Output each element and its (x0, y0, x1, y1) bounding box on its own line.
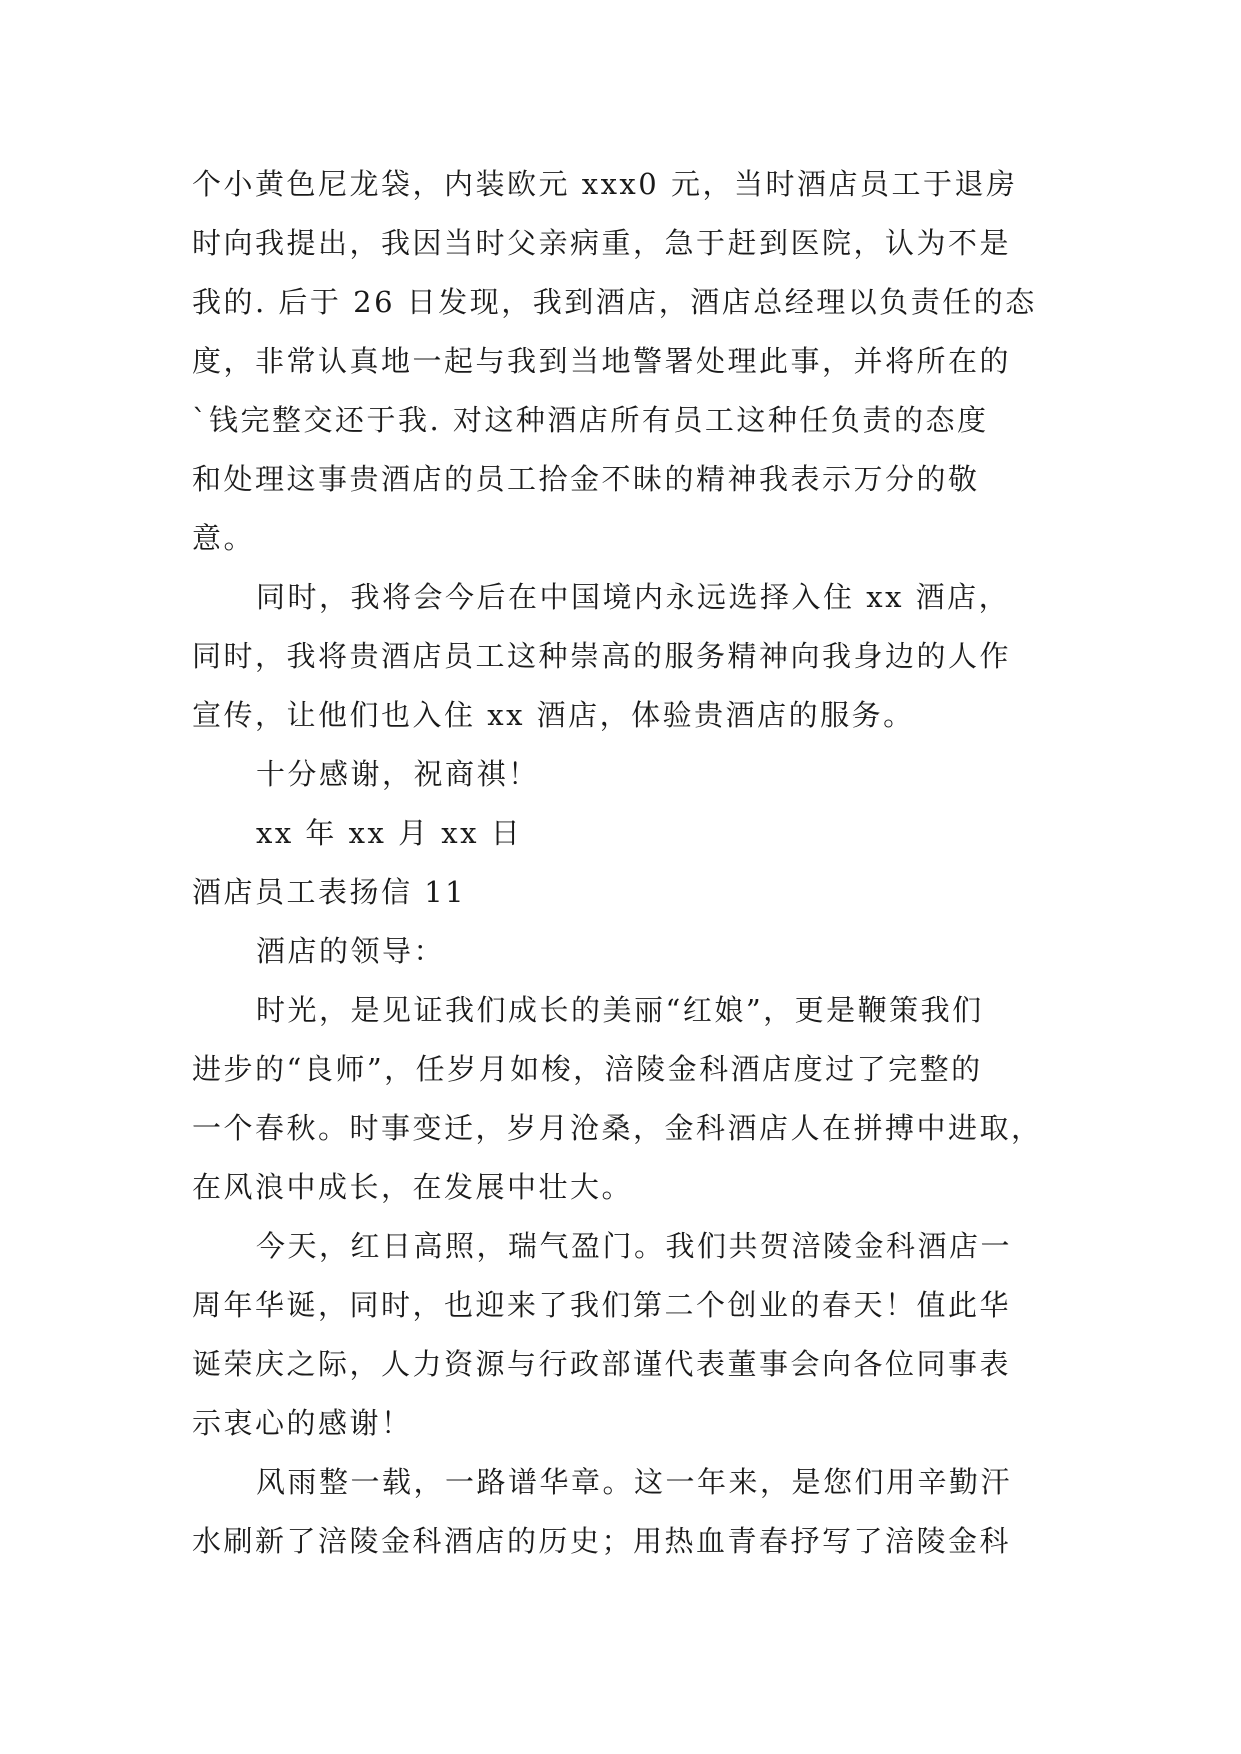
text-line: 示衷心的感谢！ (192, 1406, 413, 1440)
paragraph-start-line: 时光，是见证我们成长的美丽“红娘”，更是鞭策我们 (256, 993, 984, 1027)
salutation-line: 酒店的领导： (256, 934, 446, 968)
text-line: 度，非常认真地一起与我到当地警署处理此事，并将所在的 (192, 344, 1012, 378)
text-line: 水刷新了涪陵金科酒店的历史；用热血青春抒写了涪陵金科 (192, 1524, 1012, 1558)
text-line: 一个春秋。时事变迁，岁月沧桑，金科酒店人在拼搏中进取， (192, 1111, 1043, 1145)
text-line: 意。 (192, 521, 256, 555)
text-line: 我的. 后于 26 日发现，我到酒店，酒店总经理以负责任的态 (192, 285, 1037, 319)
paragraph-start-line: 同时，我将会今后在中国境内永远选择入住 xx 酒店， (256, 580, 1011, 614)
closing-line: 十分感谢，祝商祺！ (256, 757, 540, 791)
text-line: 在风浪中成长，在发展中壮大。 (192, 1170, 634, 1204)
text-line: 时向我提出，我因当时父亲病重，急于赶到医院，认为不是 (192, 226, 1012, 260)
text-line: 和处理这事贵酒店的员工拾金不昧的精神我表示万分的敬 (192, 462, 980, 496)
document-body (192, 155, 1052, 1571)
text-line: 个小黄色尼龙袋，内装欧元 xxx0 元，当时酒店员工于退房 (192, 167, 1018, 201)
paragraph-start-line: 风雨整一载，一路谱华章。这一年来，是您们用辛勤汗 (256, 1465, 1013, 1499)
section-title: 酒店员工表扬信 11 (192, 875, 467, 909)
text-line: 周年华诞，同时，也迎来了我们第二个创业的春天！值此华 (192, 1288, 1012, 1322)
text-line: 诞荣庆之际，人力资源与行政部谨代表董事会向各位同事表 (192, 1347, 1012, 1381)
text-line: 同时，我将贵酒店员工这种崇高的服务精神向我身边的人作 (192, 639, 1012, 673)
text-line: 进步的“良师”，任岁月如梭，涪陵金科酒店度过了完整的 (192, 1052, 983, 1086)
date-line: xx 年 xx 月 xx 日 (256, 816, 523, 850)
text-line: `钱完整交还于我. 对这种酒店所有员工这种任负责的态度 (192, 403, 989, 437)
text-line: 宣传，让他们也入住 xx 酒店，体验贵酒店的服务。 (192, 698, 915, 732)
paragraph-start-line: 今天，红日高照，瑞气盈门。我们共贺涪陵金科酒店一 (256, 1229, 1013, 1263)
